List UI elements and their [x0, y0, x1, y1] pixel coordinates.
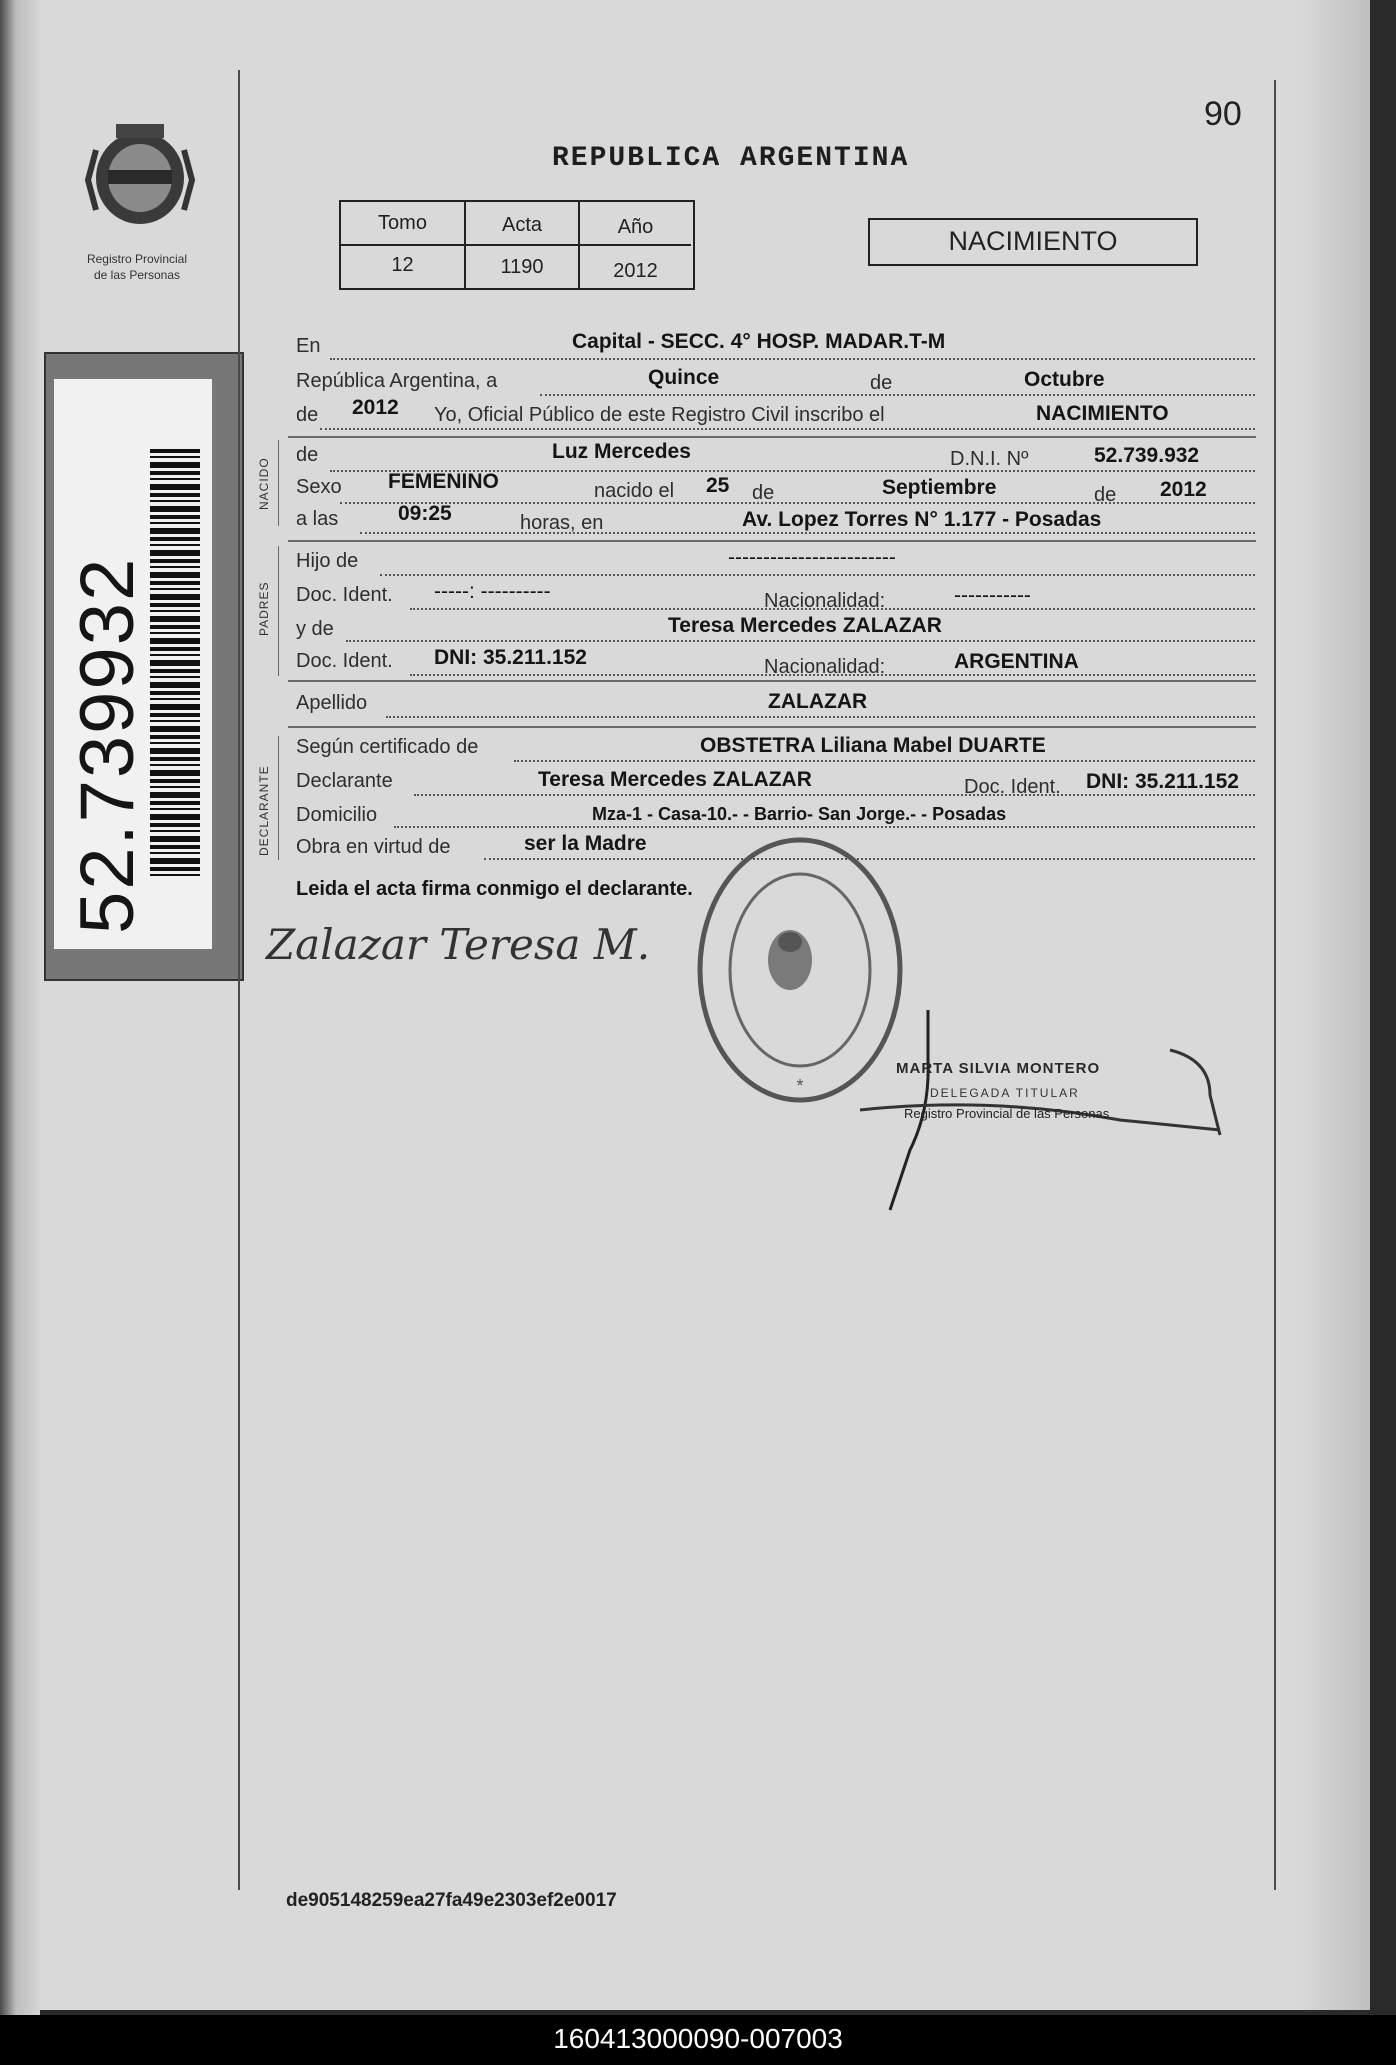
label-de-3: de: [296, 444, 319, 466]
label-nationality-2: Nacionalidad:: [764, 656, 886, 678]
label-sex: Sexo: [296, 476, 342, 498]
provincial-seal-icon: [80, 120, 200, 250]
value-nationality-1: -----------: [954, 584, 1031, 607]
value-certificate: OBSTETRA Liliana Mabel DUARTE: [700, 734, 1046, 757]
label-born-on: nacido el: [594, 480, 675, 502]
value-time: 09:25: [398, 502, 452, 525]
value-declarant: Teresa Mercedes ZALAZAR: [538, 768, 812, 791]
footer-bar: [0, 2015, 1396, 2065]
label-address: Domicilio: [296, 804, 378, 826]
value-birth-day: 25: [706, 474, 730, 497]
label-dni: D.N.I. Nº: [950, 448, 1029, 470]
value-month: Octubre: [1024, 368, 1105, 391]
value-surname: ZALAZAR: [768, 690, 868, 713]
table-cell: 2012: [613, 260, 658, 282]
declarant-signature: Zalazar Teresa M.: [266, 920, 651, 969]
page-number: 90: [1204, 95, 1242, 133]
barcode-label: [44, 352, 244, 981]
label-de-4: de: [752, 482, 775, 504]
label-child-of: Hijo de: [296, 550, 359, 572]
label-certificate: Según certificado de: [296, 736, 479, 758]
label-doc-id-2: Doc. Ident.: [296, 650, 393, 672]
value-day: Quince: [648, 366, 720, 389]
label-de: de: [870, 372, 893, 394]
value-doc-id-3: DNI: 35.211.152: [1086, 770, 1239, 793]
logo-caption-2: de las Personas: [93, 268, 181, 282]
table-cell: 1190: [500, 256, 544, 278]
official-name: MARTA SILVIA MONTERO: [896, 1060, 1101, 1077]
value-doc-id-2: DNI: 35.211.152: [434, 646, 587, 669]
table-header: Tomo: [378, 212, 427, 234]
table-header: Acta: [501, 214, 543, 236]
official-role: DELEGADA TITULAR: [930, 1086, 1080, 1100]
barcode: [150, 449, 200, 879]
label-hours-in: horas, en: [520, 512, 604, 534]
value-birth-year: 2012: [1160, 478, 1207, 501]
value-registration-type: NACIMIENTO: [1036, 402, 1169, 425]
value-doc-id-1: -----: ----------: [434, 580, 551, 603]
value-birth-place: Av. Lopez Torres N° 1.177 - Posadas: [742, 508, 1102, 531]
side-label-nacido: NACIDO: [257, 457, 271, 510]
label-nationality-1: Nacionalidad:: [764, 590, 886, 612]
label-de-5: de: [1094, 484, 1117, 506]
value-address: Mza-1 - Casa-10.- - Barrio- San Jorge.- - Posadas: [592, 804, 1007, 824]
barcode-number: 52.739932: [65, 556, 150, 934]
value-year: 2012: [352, 396, 399, 419]
label-and-of: y de: [296, 618, 334, 640]
value-nationality-2: ARGENTINA: [954, 650, 1079, 673]
value-mother: Teresa Mercedes ZALAZAR: [668, 614, 942, 637]
value-sex: FEMENINO: [388, 470, 499, 493]
footer-code: 160413000090-007003: [553, 2023, 843, 2054]
svg-text:*: *: [796, 1076, 804, 1096]
label-doc-id-1: Doc. Ident.: [296, 584, 393, 606]
logo-caption-1: Registro Provincial: [86, 252, 188, 266]
value-dni: 52.739.932: [1094, 444, 1200, 467]
closing-text: Leida el acta firma conmigo el declarante.: [296, 878, 693, 900]
label-declarant: Declarante: [296, 770, 393, 792]
label-en: En: [296, 335, 321, 357]
act-type: NACIMIENTO: [948, 226, 1118, 256]
value-by-virtue: ser la Madre: [524, 832, 647, 855]
label-by-virtue: Obra en virtud de: [296, 836, 451, 858]
document-hash: de905148259ea27fa49e2303ef2e0017: [286, 1890, 617, 1911]
label-doc-id-3: Doc. Ident.: [964, 776, 1061, 798]
official-org: Registro Provincial de las Personas: [904, 1106, 1110, 1121]
side-label-declarante: DECLARANTE: [257, 765, 271, 856]
label-surname: Apellido: [296, 692, 368, 714]
label-de-2: de: [296, 404, 319, 426]
table-header: Año: [617, 216, 654, 238]
value-place: Capital - SECC. 4° HOSP. MADAR.T-M: [572, 330, 946, 353]
value-birth-month: Septiembre: [882, 476, 997, 499]
book-binding-edge: [0, 0, 40, 2015]
side-label-padres: PADRES: [257, 581, 271, 636]
oficial-text: Yo, Oficial Público de este Registro Civil inscribo el: [434, 404, 885, 426]
table-cell: 12: [391, 254, 414, 276]
value-name: Luz Mercedes: [552, 440, 691, 463]
page-title: REPUBLICA ARGENTINA: [552, 143, 910, 174]
label-republica: República Argentina, a: [296, 370, 498, 392]
value-father: ------------------------: [728, 546, 896, 569]
label-at: a las: [296, 508, 339, 530]
